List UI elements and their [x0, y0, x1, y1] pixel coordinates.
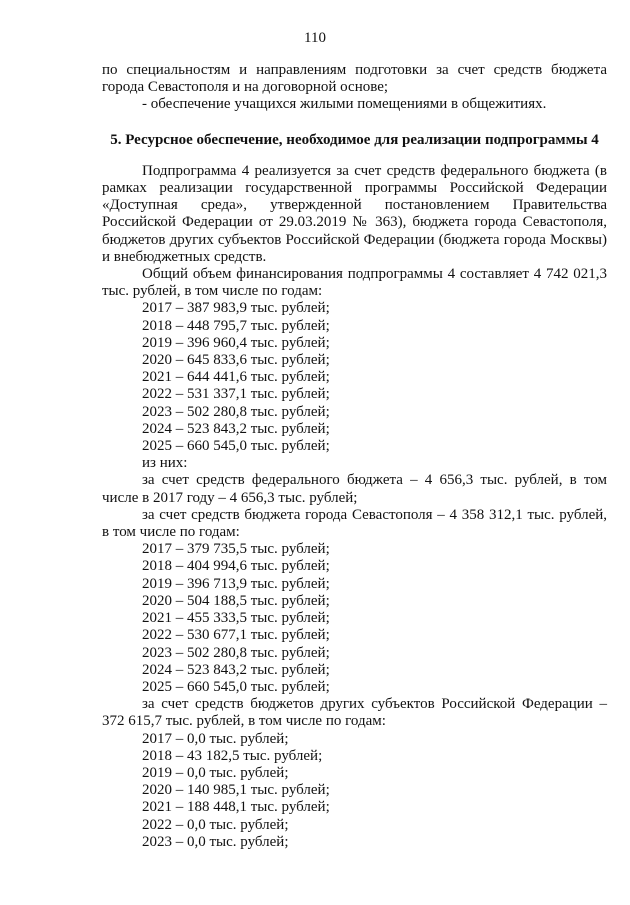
of-them-label: из них:	[142, 455, 188, 472]
page-number: 110	[304, 30, 326, 46]
list-item: 2021 – 188 448,1 тыс. рублей;	[142, 799, 330, 816]
list-item: 2023 – 502 280,8 тыс. рублей;	[142, 403, 330, 420]
list-item: 2018 – 43 182,5 тыс. рублей;	[142, 747, 323, 764]
list-item: 2019 – 0,0 тыс. рублей;	[142, 764, 289, 781]
list-item: 2017 – 379 735,5 тыс. рублей;	[142, 541, 330, 558]
list-item: 2022 – 530 677,1 тыс. рублей;	[142, 627, 330, 644]
list-item: 2018 – 404 994,6 тыс. рублей;	[142, 558, 330, 575]
list-item: 2020 – 504 188,5 тыс. рублей;	[142, 592, 330, 609]
list-item: 2025 – 660 545,0 тыс. рублей;	[142, 678, 330, 695]
list-item: 2019 – 396 713,9 тыс. рублей;	[142, 575, 330, 592]
paragraph-sources: Подпрограмма 4 реализуется за счет средств федерального бюджета (в рамках реализации государственной программы Российской Федерации «Доступная среда», утвержденной постановлением Правительства Российской Федерации от 29.03.2019 № 363), бюджета города Севастополя, бюджетов других субъектов Российской Федерации (бюджета города Москвы) и внебюджетных средств.	[102, 162, 607, 265]
list-item: 2017 – 0,0 тыс. рублей;	[142, 730, 289, 747]
paragraph-other-subjects: за счет средств бюджетов других субъектов Российской Федерации – 372 615,7 тыс. рублей, в том числе по годам:	[102, 696, 607, 730]
list-item: 2018 – 448 795,7 тыс. рублей;	[142, 317, 330, 334]
document-body	[102, 62, 607, 851]
list-item: 2020 – 645 833,6 тыс. рублей;	[142, 352, 330, 369]
list-item: 2025 – 660 545,0 тыс. рублей;	[142, 438, 330, 455]
list-item: 2020 – 140 985,1 тыс. рублей;	[142, 782, 330, 799]
paragraph-federal: за счет средств федерального бюджета – 4 656,3 тыс. рублей, в том числе в 2017 году – 4 656,3 тыс. рублей;	[102, 472, 607, 506]
section-heading: 5. Ресурсное обеспечение, необходимое для реализации подпрограммы 4	[110, 131, 599, 148]
list-item: 2019 – 396 960,4 тыс. рублей;	[142, 334, 330, 351]
list-item: 2017 – 387 983,9 тыс. рублей;	[142, 300, 330, 317]
paragraph-total: Общий объем финансирования подпрограммы 4 составляет 4 742 021,3 тыс. рублей, в том числе по годам:	[102, 266, 607, 300]
list-item: 2023 – 502 280,8 тыс. рублей;	[142, 644, 330, 661]
intro-line: по специальностям и направлениям подготовки за счет средств бюджета города Севастополя и на договорной основе;	[102, 62, 607, 96]
sevastopol-by-year-list	[102, 541, 607, 696]
list-item: 2021 – 455 333,5 тыс. рублей;	[142, 610, 330, 627]
list-item: 2023 – 0,0 тыс. рублей;	[142, 833, 289, 850]
total-by-year-list	[102, 300, 607, 455]
paragraph-sevastopol: за счет средств бюджета города Севастополя – 4 358 312,1 тыс. рублей, в том числе по годам:	[102, 506, 607, 541]
list-item: 2022 – 0,0 тыс. рублей;	[142, 816, 289, 833]
list-item: 2024 – 523 843,2 тыс. рублей;	[142, 661, 330, 678]
list-item: 2021 – 644 441,6 тыс. рублей;	[142, 369, 330, 386]
list-item: 2024 – 523 843,2 тыс. рублей;	[142, 420, 330, 437]
bullet-line: - обеспечение учащихся жилыми помещениями в общежитиях.	[142, 96, 547, 113]
other-subjects-by-year-list	[102, 731, 607, 851]
list-item: 2022 – 531 337,1 тыс. рублей;	[142, 386, 330, 403]
